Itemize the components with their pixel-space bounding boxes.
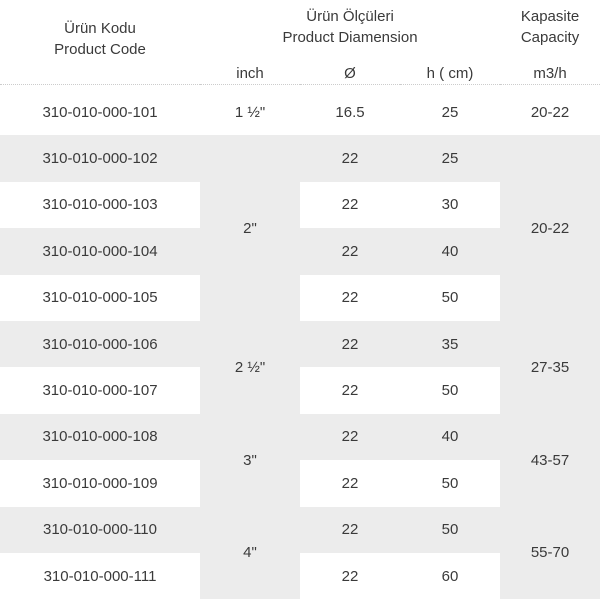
- product-dimensions-header-en: Product Diamension: [282, 29, 418, 46]
- diameter-cell: 22: [300, 228, 400, 274]
- capacity-cell: 20-22: [500, 89, 600, 135]
- product-code-cell: 310-010-000-102: [0, 135, 200, 181]
- product-dimensions-header: [200, 0, 500, 63]
- product-code-cell: 310-010-000-110: [0, 507, 200, 553]
- product-code-cell: 310-010-000-111: [0, 553, 200, 599]
- capacity-cell: 55-70: [500, 507, 600, 599]
- diameter-cell: 22: [300, 553, 400, 599]
- product-code-cell: 310-010-000-107: [0, 367, 200, 413]
- height-subheader: h ( cm): [426, 65, 474, 82]
- height-cell: 25: [400, 135, 500, 181]
- capacity-header-en: Capacity: [520, 29, 580, 46]
- table-row: [0, 135, 600, 181]
- height-cell: 35: [400, 321, 500, 367]
- product-code-cell: 310-010-000-105: [0, 275, 200, 321]
- height-cell: 50: [400, 460, 500, 506]
- diameter-cell: 22: [300, 367, 400, 413]
- inch-cell: 1 ½": [200, 89, 300, 135]
- capacity-header-tr: Kapasite: [520, 8, 580, 25]
- product-dimensions-header-tr: Ürün Ölçüleri: [306, 8, 394, 25]
- diameter-cell: 22: [300, 460, 400, 506]
- table-row: [0, 507, 600, 553]
- diameter-subheader: Ø: [344, 65, 356, 82]
- height-cell: 50: [400, 275, 500, 321]
- height-cell: 50: [400, 507, 500, 553]
- capacity-cell: 27-35: [500, 321, 600, 414]
- height-cell: 30: [400, 182, 500, 228]
- capacity-header: [500, 0, 600, 63]
- product-code-cell: 310-010-000-103: [0, 182, 200, 228]
- header-row: [0, 0, 600, 63]
- inch-cell: 3": [200, 414, 300, 507]
- table-row: [0, 321, 600, 367]
- height-cell: 50: [400, 367, 500, 413]
- product-code-cell: 310-010-000-108: [0, 414, 200, 460]
- capacity-cell: 20-22: [500, 135, 600, 321]
- product-code-cell: 310-010-000-106: [0, 321, 200, 367]
- inch-cell: 4": [200, 507, 300, 599]
- diameter-cell: 22: [300, 321, 400, 367]
- diameter-cell: 22: [300, 414, 400, 460]
- height-cell: 40: [400, 228, 500, 274]
- product-code-header-tr: Ürün Kodu: [64, 20, 136, 37]
- product-code-cell: 310-010-000-101: [0, 89, 200, 135]
- diameter-cell: 22: [300, 507, 400, 553]
- table-row: [0, 89, 600, 135]
- height-cell: 40: [400, 414, 500, 460]
- inch-subheader: inch: [236, 65, 264, 82]
- height-cell: 25: [400, 89, 500, 135]
- height-cell: 60: [400, 553, 500, 599]
- diameter-cell: 16.5: [300, 89, 400, 135]
- diameter-cell: 22: [300, 182, 400, 228]
- product-code-header: [0, 0, 200, 85]
- inch-cell: 2 ½": [200, 321, 300, 414]
- product-code-cell: 310-010-000-109: [0, 460, 200, 506]
- product-code-header-en: Product Code: [54, 41, 146, 58]
- capacity-cell: 43-57: [500, 414, 600, 507]
- diameter-cell: 22: [300, 275, 400, 321]
- table-row: [0, 414, 600, 460]
- capacity-unit-subheader: m3/h: [533, 65, 567, 82]
- diameter-cell: 22: [300, 135, 400, 181]
- inch-cell: 2": [200, 135, 300, 321]
- product-code-cell: 310-010-000-104: [0, 228, 200, 274]
